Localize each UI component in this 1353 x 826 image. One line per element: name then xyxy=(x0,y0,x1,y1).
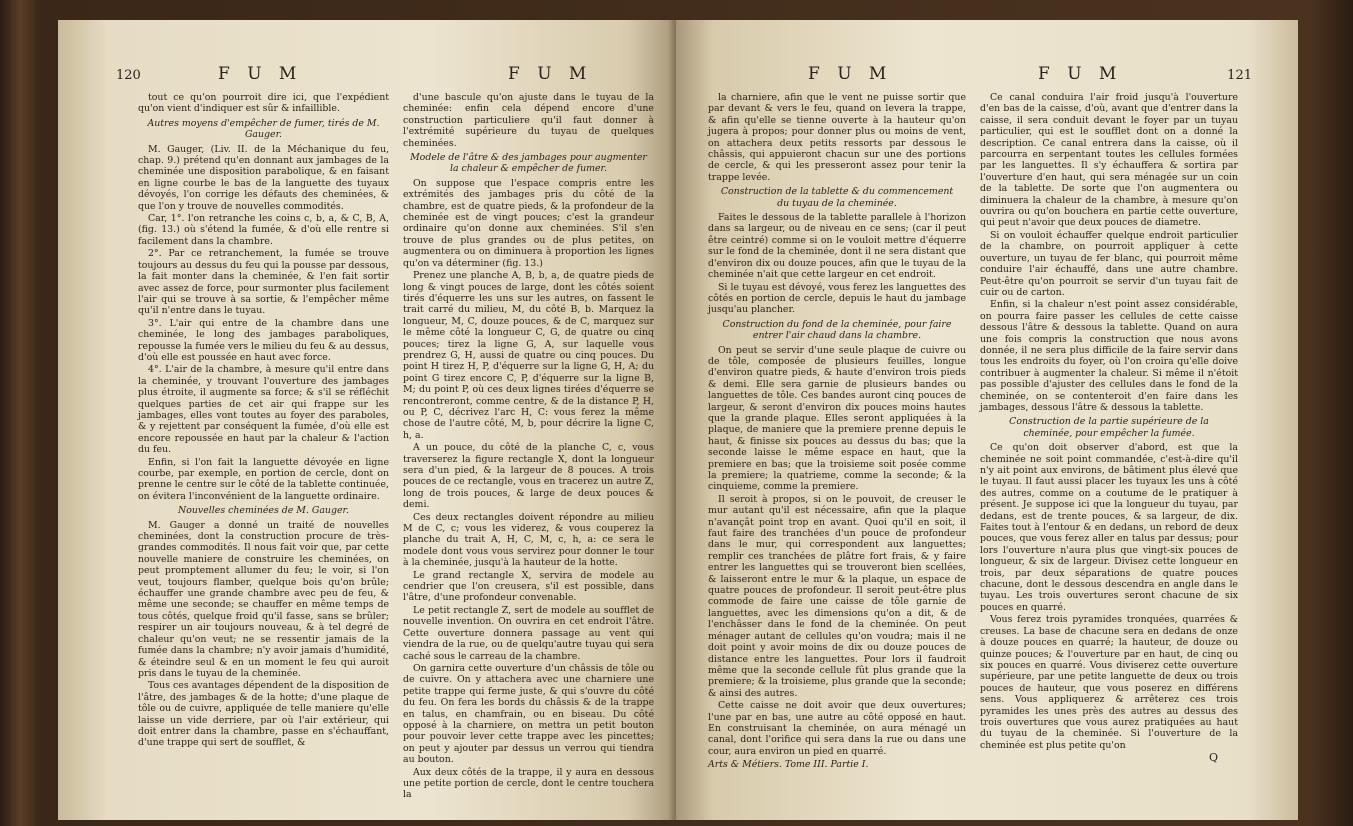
paragraph: la charniere, afin que le vent ne puisse sortir que par devant & vers le feu, quand on levera la trappe, & afin qu'elle se tienne ouverte à la hauteur qu'on jugera à propos; pour donner plus ou moins de vent, on attachera deux petits ressorts par dessous le châssis, qui appuieront chacun sur une des portions de cercle, & qui les presseront assez pour tenir la trappe levée. xyxy=(708,92,966,183)
section-heading: Construction du fond de la cheminée, pour faire entrer l'air chaud dans la chambre. xyxy=(722,318,952,342)
section-heading: Construction de la partie supérieure de la cheminée, pour empêcher la fumée. xyxy=(1009,416,1209,439)
right-columns xyxy=(708,92,1238,771)
section-heading: Construction de la tablette & du commencement du tuyau de la cheminée. xyxy=(720,186,954,209)
paragraph: Il seroit à propos, si on le pouvoit, de creuser le mur autant qu'il est nécessaire, afin que la plaque n'avançât point trop en avant. Quoi qu'il en soit, il faut faire des tranchées d'un pouce de profondeur dans le mur, qui correspondent aux languettes; remplir ces tranchées de plâtre fort frais, & y faire entrer les languettes qui se trouveront bien scellées, & laisseront entre le mur & la plaque, un espace de quatre pouces de profondeur. Il seroit peut-être plus commode de faire une caisse de tôle garnie de languettes, avec les dimensions qu'on a dit, & de l'enchâsser dans le fond de la cheminée. On peut ménager autant de cellules qu'on voudra; mais il ne doit point y avoir moins de dix ou douze pouces de distance entre les languettes. Pour lors il faudroit même que la seconde cellule fût plus grande que la premiere; & la troisieme, plus grande que la seconde; & ainsi des autres. xyxy=(708,493,966,699)
left-col-2 xyxy=(403,92,654,802)
left-running-head xyxy=(116,64,654,86)
right-page-number: 121 xyxy=(1227,68,1252,83)
signature-mark: Q xyxy=(1208,751,1218,765)
paragraph: Vous ferez trois pyramides tronquées, quarrées & creuses. La base de chacune sera en dedans de onze à douze pouces en quarré; la hauteur, de douze ou quinze pouces; & l'ouverture par en haut, de cinq ou six pouces en quarré. Vous diviserez cette ouverture supérieure, par une petite languette de deux ou trois pouces de hauteur, que vous poserez en différens sens. Vous appliquerez & arrêterez ces trois pyramides les unes près des autres au dessus des trois ouvertures que vous aurez pratiquées au haut du tuyau de la cheminée. Si l'ouverture de la cheminée est plus petite qu'on xyxy=(980,614,1238,751)
right-header-left: F U M xyxy=(808,64,893,84)
right-running-head xyxy=(708,64,1252,86)
paragraph: Prenez une planche A, B, b, a, de quatre pieds de long & vingt pouces de large, dont les côtés soient tirés d'équerre les uns sur les autres, on fassent le trait carré du milieu, M, du côté B, b. Marquez la longueur, M, C, douze pouces, & de C, marquez sur le même côté la longueur C, G, de quatre ou cinq pouces; tirez la ligne G, A, sur laquelle vous prendrez G, H, aussi de quatre ou cinq pouces. Du point H tirez H, P, d'équerre sur la ligne G, H, A; du point G tirez encore C, P, d'équerre sur la ligne B, M; du point P, où ces deux lignes tirées d'équerre se rencontreront, comme centre, & de la distance P, H, ou P, C, décrivez l'arc H, C: vous ferez la même chose de l'autre côté, M, b, pour décrire la ligne C, h, a. xyxy=(403,270,654,441)
section-heading: Autres moyens d'empêcher de fumer, tirés de M. Gauger. xyxy=(147,117,380,141)
left-columns xyxy=(138,92,654,802)
paragraph: Ce qu'on doit observer d'abord, est que la cheminée ne soit point commandée, c'est-à-dire qu'il n'y ait point aux environs, de bâtiment plus élevé que le tuyau. Il faut aussi placer les tuyaux les uns à côté des autres, comme on a coutume de le pratiquer à présent. Je suppose ici que la longueur du tuyau, par dedans, est de trente pouces, & sa largeur, de dix. Faites tout à l'entour & en dedans, un rebord de deux pouces, que vous ferez aller en talus par dessus; pour lors l'ouverture n'aura plus que vingt-six pouces de longueur, & six de largeur. Divisez cette longueur en trois, par deux séparations de quatre pouces chacune, dont le dessous descendra en angle dans le tuyau. Les trois ouvertures seront chacune de six pouces en quarré. xyxy=(980,442,1238,613)
paragraph: Car, 1°. l'on retranche les coins c, b, a, & C, B, A, (fig. 13.) où s'étend la fumée, & d'où elle rentre si facilement dans la chambre. xyxy=(138,213,389,247)
right-header-right: F U M xyxy=(1038,64,1123,84)
paragraph: d'une bascule qu'on ajuste dans le tuyau de la cheminée: enfin cela dépend encore d'une construction particuliere qu'il faut donner à l'extrémité supérieure du tuyau de quelques cheminées. xyxy=(403,92,654,149)
paragraph: 3°. L'air qui entre de la chambre dans une cheminée, le long des jambages paraboliques, repousse la fumée vers le milieu du feu & au dessus, d'où elle est poussée en haut avec force. xyxy=(138,317,389,363)
paragraph: M. Gauger a donné un traité de nouvelles cheminées, dont la construction procure de très-grandes commodités. Il nous fait voir que, par cette nouvelle maniere de construire les cheminées, on peut promptement allumer du feu; le voir, si l'on veut, toujours flamber, quelque bois qu'on brûle; échauffer une grande chambre avec peu de feu, & même une seconde; se chauffer en même temps de tous côtés, quelque froid qu'il fasse, sans se brûler; respirer un air toujours nouveau, & à tel degré de chaleur qu'on veut; ne se ressentir jamais de la fumée dans la chambre; n'y avoir jamais d'humidité, & éteindre seul & en un moment le feu qui auroit pris dans le tuyau de la cheminée. xyxy=(138,519,389,679)
paragraph: A un pouce, du côté de la planche C, c, vous traverserez la figure rectangle X, dont la longueur sera d'un pied, & la largeur de 8 pouces. A trois pouces de ce rectangle, vous en tracerez un autre Z, long de trois pouces, & large de deux pouces & demi. xyxy=(403,442,654,511)
left-header-left: F U M xyxy=(218,64,303,84)
paragraph: Si on vouloit échauffer quelque endroit particulier de la chambre, on pourroit appliquer à cette ouverture, un tuyau de fer blanc, qui pourroit même conduire l'air échauffé, dans une autre chambre. Peut-être qu'on pourroit se servir d'un tuyau fait de cuir ou de carton. xyxy=(980,229,1238,298)
paragraph: Ce canal conduira l'air froid jusqu'à l'ouverture d'en bas de la caisse, d'où, avant que d'entrer dans la caisse, il sera conduit devant le foyer par un tuyau particulier, qui est le soufflet dont on a donné la description. Ce canal entrera dans la caisse, où il parcourra en serpentant toutes les cellules formées par les languettes. Il s'y échauffera & sortira par l'ouverture d'en haut, qui sera ménagée sur un coin de la tablette. De sorte que l'on augmentera ou diminuera la chaleur de la chambre, à mesure qu'on ouvrira ou qu'on bouchera en partie cette ouverture, qui peut n'avoir que deux pouces de diametre. xyxy=(980,92,1238,229)
paragraph: On peut se servir d'une seule plaque de cuivre ou de tôle, composée de plusieurs feuilles, longue d'environ quatre pieds, & haute d'environ trois pieds & demi. Elle sera garnie de plusieurs bandes ou languettes de tôle. Ces bandes auront cinq pouces de largeur, & seront d'environ dix pouces moins hautes que la grande plaque. Elles seront appliquées à la plaque, de maniere que la premiere prenne depuis le haut, & finisse six pouces au dessus du bas; que la seconde laisse le même espace en haut, que la premiere en bas; que la troisieme soit posée comme la premiere; la quatrieme, comme la seconde; & la cinquieme, comme la premiere. xyxy=(708,344,966,493)
paragraph: Ces deux rectangles doivent répondre au milieu M de C, c; vous les viderez, & vous couperez la planche du trait A, H, C, M, c, h, a: ce sera le modele dont vous vous servirez pour donner le tour à la cheminée, jusqu'à la hauteur de la hotte. xyxy=(403,511,654,569)
paragraph: On suppose que l'espace compris entre les extrémités des jambages pris du côté de la chambre, est de quatre pieds, & la profondeur de la cheminée est de vingt pouces; c'est la grandeur ordinaire qu'on donne aux cheminées. S'il s'en trouve de plus grandes ou de plus petites, on augmentera ou on diminuera à proportion les lignes qu'on va déterminer (fig. 13.) xyxy=(403,177,654,269)
paragraph: 4°. L'air de la chambre, à mesure qu'il entre dans la cheminée, y trouvant l'ouverture des jambages plus étroite, il augmente sa force; & s'il se réfléchit quelques parties de cet air qui frappe sur les jambages, elles vont toutes au foyer des paraboles, & y rejettent par conséquent la fumée, d'où elle est encore repoussée en haut par la chaleur & l'action du feu. xyxy=(138,364,389,456)
right-col-2 xyxy=(980,92,1238,771)
paragraph: Le petit rectangle Z, sert de modele au soufflet de nouvelle invention. On ouvrira en cet endroit l'âtre. Cette ouverture donnera passage au vent qui viendra de la rue, ou de quelqu'autre tuyau qui sera caché sous le carreau de la chambre. xyxy=(403,604,654,662)
paragraph: Enfin, si l'on fait la languette dévoyée en ligne courbe, par exemple, en portion de cercle, dont on prenne le centre sur le côté de la tablette continuée, on évitera l'inconvénient de la languette ordinaire. xyxy=(138,456,389,502)
paragraph: tout ce qu'on pourroit dire ici, que l'expédient qu'on vient d'indiquer est sûr & infaillible. xyxy=(138,92,389,115)
left-header-right: F U M xyxy=(508,64,593,84)
left-page-number: 120 xyxy=(116,68,141,83)
section-heading: Nouvelles cheminées de M. Gauger. xyxy=(178,505,349,517)
paragraph: Enfin, si la chaleur n'est point assez considérable, on pourra faire passer les cellules de cette caisse dessous l'âtre & dessous la tablette. Quand on aura une fois compris la construction que nous avons donnée, il ne sera plus difficile de la faire servir dans tous les endroits du foyer, où l'on croira qu'elle doive contribuer à augmenter la chaleur. Si même il n'étoit pas possible d'ajuster des cellules dans le fond de la cheminée, on se contenteroit d'en faire dans les jambages, dessous l'âtre & dessous la tablette. xyxy=(980,299,1238,413)
paragraph: Tous ces avantages dépendent de la disposition de l'âtre, des jambages & de la hotte; d'une plaque de tôle ou de cuivre, appliquée de telle maniere qu'elle laisse un vide derriere, par où l'air extérieur, qui doit entrer dans la chambre, passe en s'échauffant, d'une trappe qui sert de soufflet, & xyxy=(138,680,389,749)
paragraph: On garnira cette ouverture d'un châssis de tôle ou de cuivre. On y attachera avec une charniere une petite trappe qui ferme juste, & qui s'ouvre du côté du feu. On fera les bords du châssis & de la trappe en talus, en chamfrain, ou en biseau. Du côté opposé à la charniere, on mettra un petit bouton pour pouvoir lever cette trappe avec les pincettes; on peut y ajouter par dessus un verrou qui tiendra au bouton. xyxy=(403,662,654,766)
left-page xyxy=(58,20,676,820)
page-footer: Arts & Métiers. Tome III. Partie I. xyxy=(708,759,869,771)
left-col-1 xyxy=(138,92,389,802)
paragraph: Le grand rectangle X, servira de modele au cendrier que l'on creusera, s'il est possible, dans l'âtre, d'une profondeur convenable. xyxy=(403,569,654,604)
paragraph: Si le tuyau est dévoyé, vous ferez les languettes des côtés en portion de cercle, depuis le haut du jambage jusqu'au plancher. xyxy=(708,281,966,316)
paragraph: Aux deux côtés de la trappe, il y aura en dessous une petite portion de cercle, dont le centre touchera la xyxy=(403,766,654,801)
section-heading: Modele de l'âtre & des jambages pour augmenter la chaleur & empêcher de fumer. xyxy=(410,152,647,175)
right-page xyxy=(676,20,1298,820)
paragraph: M. Gauger, (Liv. II. de la Méchanique du feu, chap. 9.) prétend qu'en donnant aux jambages de la cheminée une disposition parabolique, & en faisant en ligne courbe le bas de la languette des tuyaux dévoyés, l'on corrige les défauts des cheminées, & que l'on y trouve de nouvelles commodités. xyxy=(138,143,389,212)
paragraph: 2°. Par ce retranchement, la fumée se trouve toujours au dessus du feu qui la pousse par dessous, la fait monter dans la cheminée, & l'en fait sortir avec assez de force, pour surmonter plus facilement l'air qui se trouve à sa sortie, & l'empêcher même qu'il n'entre dans le tuyau. xyxy=(138,248,389,317)
paragraph: Cette caisse ne doit avoir que deux ouvertures; l'une par en bas, une autre au côté opposé en haut. En construisant la cheminée, on aura ménagé un canal, dont l'orifice qui sera dans la rue ou dans une cour, aura environ un pied en quarré. xyxy=(708,700,966,757)
right-col-1 xyxy=(708,92,966,771)
paragraph: Faites le dessous de la tablette parallele à l'horizon dans sa largeur, ou de niveau en ce sens; (car il peut être ceintré) comme si on le vouloit mettre d'équerre sur le fond de la cheminée, dont il ne sera distant que d'environ dix ou douze pouces, afin que le tuyau de la cheminée n'ait que cette largeur en cet endroit. xyxy=(708,212,966,281)
